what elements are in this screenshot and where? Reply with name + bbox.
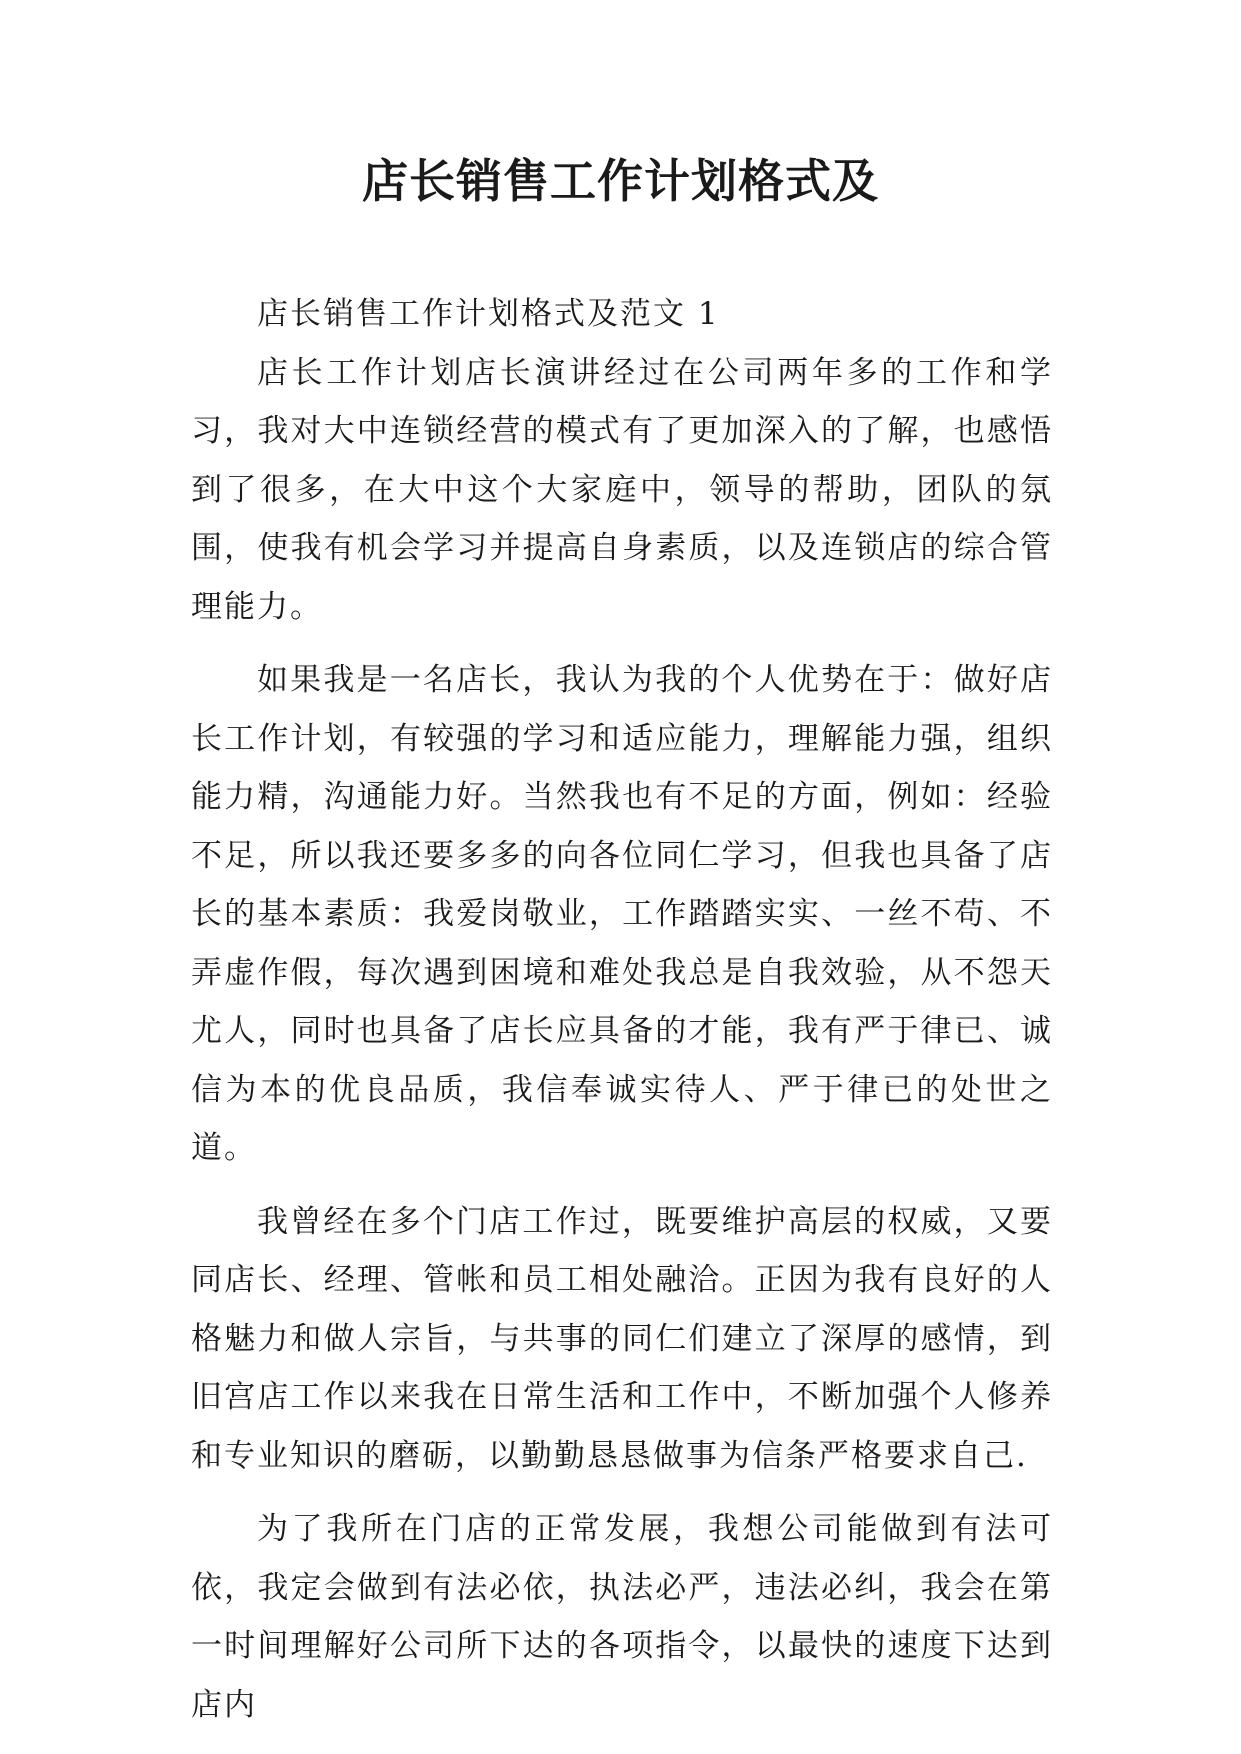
document-subtitle: 店长销售工作计划格式及范文 1 bbox=[257, 296, 720, 332]
body-paragraph: 如果我是一名店长，我认为我的个人优势在于：做好店长工作计划，有较强的学习和适应能力，理解能力强，组织能力精，沟通能力好。当然我也有不足的方面，例如：经验不足，所以我还要多多的向各位同仁学习，但我也具备了店长的基本素质：我爱岗敬业，工作踏踏实实、一丝不苟、不弄虚作假，每次遇到困境和难处我总是自我效验，从不怨天尤人，同时也具备了店长应具备的才能，我有严于律已、诚信为本的优良品质，我信奉诚实待人、严于律已的处世之道。 bbox=[191, 662, 1053, 1166]
body-paragraph: 我曾经在多个门店工作过，既要维护高层的权威，又要同店长、经理、管帐和员工相处融洽。正因为我有良好的人格魅力和做人宗旨，与共事的同仁们建立了深厚的感情，到旧宫店工作以来我在日常生活和工作中，不断加强个人修养和专业知识的磨砺，以勤勤恳恳做事为信条严格要求自己. bbox=[191, 1203, 1053, 1474]
body-paragraph: 店长工作计划店长演讲经过在公司两年多的工作和学习，我对大中连锁经营的模式有了更加深入的了解，也感悟到了很多，在大中这个大家庭中，领导的帮助，团队的氛围，使我有机会学习并提高自身素质，以及连锁店的综合管理能力。 bbox=[191, 354, 1053, 625]
document-title: 店长销售工作计划格式及 bbox=[362, 154, 879, 208]
body-paragraph: 为了我所在门店的正常发展，我想公司能做到有法可依，我定会做到有法必依，执法必严，违法必纠，我会在第一时间理解好公司所下达的各项指令，以最快的速度下达到店内 bbox=[191, 1511, 1053, 1723]
document-body bbox=[191, 285, 1053, 1749]
